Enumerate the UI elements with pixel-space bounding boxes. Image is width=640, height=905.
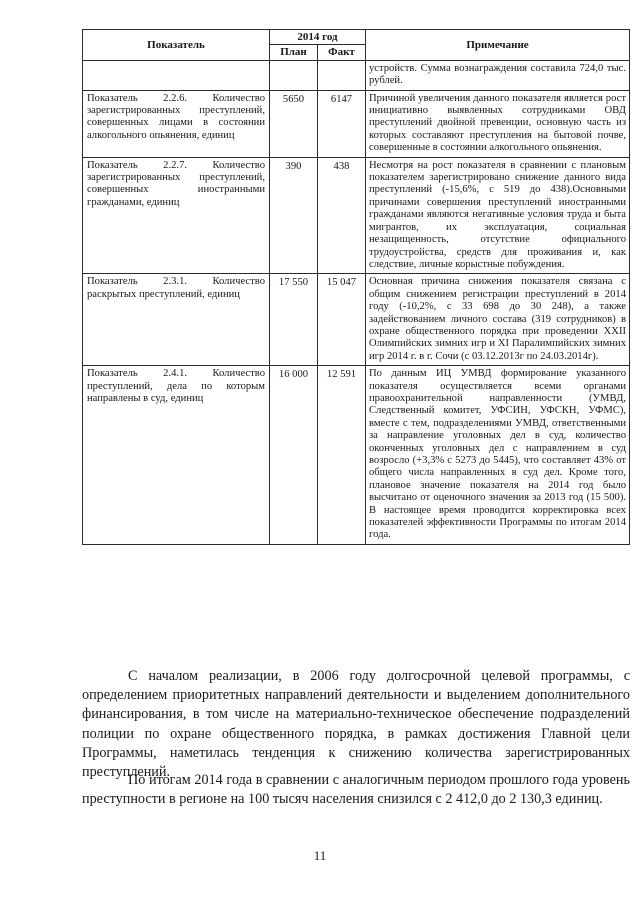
body-paragraph xyxy=(82,771,630,809)
table-row xyxy=(83,366,630,545)
page-number: 11 xyxy=(313,848,327,863)
indicators-table xyxy=(82,29,630,545)
cell-plan: 16 000 xyxy=(270,366,318,545)
cell-plan: 17 550 xyxy=(270,274,318,366)
table-header xyxy=(83,30,630,61)
body-paragraph xyxy=(82,667,630,782)
cell-note: По данным ИЦ УМВД формирование указанного показателя осуществляется всеми органами правоохранительной направленности (УМВД, Следственный комитет, УФСИН, УФСКН, УФМС), вместе с тем, подразделениями УМВД, ответственными за направление уголовных дел в суд, количество оконченных уголовных дел с направлением в суд возросло (+3,3% с 5273 до 5445), что составляет 43% от общего числа направленных в суд дел. Кроме того, плановое значение показателя на 2014 год было высчитано от оценочного значения за 2013 год (15 500). В настоящее время проводится корректировка всех показателей эффективности Программы по итогам 2014 года. xyxy=(366,366,630,545)
cell-empty xyxy=(270,60,318,90)
cell-note: Несмотря на рост показателя в сравнении с плановым показателем зарегистрировано снижение данного вида преступлений (-15,6%, с 519 до 438).Основными причинами совершения преступлений иностранными гражданами являются негативные условия труда и быта мигрантов, их эксплуатация, социальная незащищенность, отсутствие официального трудоустройства, средств для проживания и, как следствие, личные корыстные побуждения. xyxy=(366,157,630,274)
header-fact: Факт xyxy=(318,45,366,60)
cell-empty xyxy=(83,60,270,90)
header-note: Примечание xyxy=(366,30,630,61)
table-row xyxy=(83,274,630,366)
header-plan: План xyxy=(270,45,318,60)
cell-fact: 6147 xyxy=(318,90,366,157)
cell-indicator: Показатель 2.3.1. Количество раскрытых преступлений, единиц xyxy=(83,274,270,366)
header-indicator: Показатель xyxy=(83,30,270,61)
cell-fact: 438 xyxy=(318,157,366,274)
table-row xyxy=(83,157,630,274)
cell-note-continuation: устройств. Сумма вознаграждения составила 724,0 тыс. рублей. xyxy=(366,60,630,90)
cell-note: Основная причина снижения показателя связана с общим снижением регистрации преступлений в 2014 году (-10,2%, с 33 698 до 30 248), а также задействованием личного состава (319 сотрудников) в охране общественного порядка при проведении XXII Олимпийских зимних игр и XI Паралимпийских зимних игр 2014 г. в г. Сочи (с 03.12.2013г по 24.03.2014г). xyxy=(366,274,630,366)
cell-indicator: Показатель 2.4.1. Количество преступлений, дела по которым направлены в суд, единиц xyxy=(83,366,270,545)
table-row-continuation xyxy=(83,60,630,90)
cell-plan: 5650 xyxy=(270,90,318,157)
cell-empty xyxy=(318,60,366,90)
header-year: 2014 год xyxy=(270,30,366,45)
cell-indicator: Показатель 2.2.6. Количество зарегистрированных преступлений, совершенных лицами в состоянии алкогольного опьянения, единиц xyxy=(83,90,270,157)
cell-fact: 12 591 xyxy=(318,366,366,545)
paragraph-text: С началом реализации, в 2006 году долгосрочной целевой программы, с определением приоритетных направлений деятельности и выделением дополнительного финансирования, в том числе на материально-техническое обеспечение подразделений полиции по охране общественного порядка, в рамках достижения Главной цели Программы, наметилась тенденция к снижению количества зарегистрированных преступлений. xyxy=(82,668,630,781)
cell-indicator: Показатель 2.2.7. Количество зарегистрированных преступлений, совершенных иностранными гражданами, единиц xyxy=(83,157,270,274)
table-row xyxy=(83,90,630,157)
cell-plan: 390 xyxy=(270,157,318,274)
paragraph-text: По итогам 2014 года в сравнении с аналогичным периодом прошлого года уровень преступности в регионе на 100 тысяч населения снизился с 2 412,0 до 2 130,3 единиц. xyxy=(82,772,630,808)
cell-fact: 15 047 xyxy=(318,274,366,366)
cell-note: Причиной увеличения данного показателя является рост инициативно выявленных сотрудниками ОВД преступлений двойной превенции, основную часть из которых составляют преступления на бытовой почве, совершенные в состоянии алкогольного опьянения. xyxy=(366,90,630,157)
